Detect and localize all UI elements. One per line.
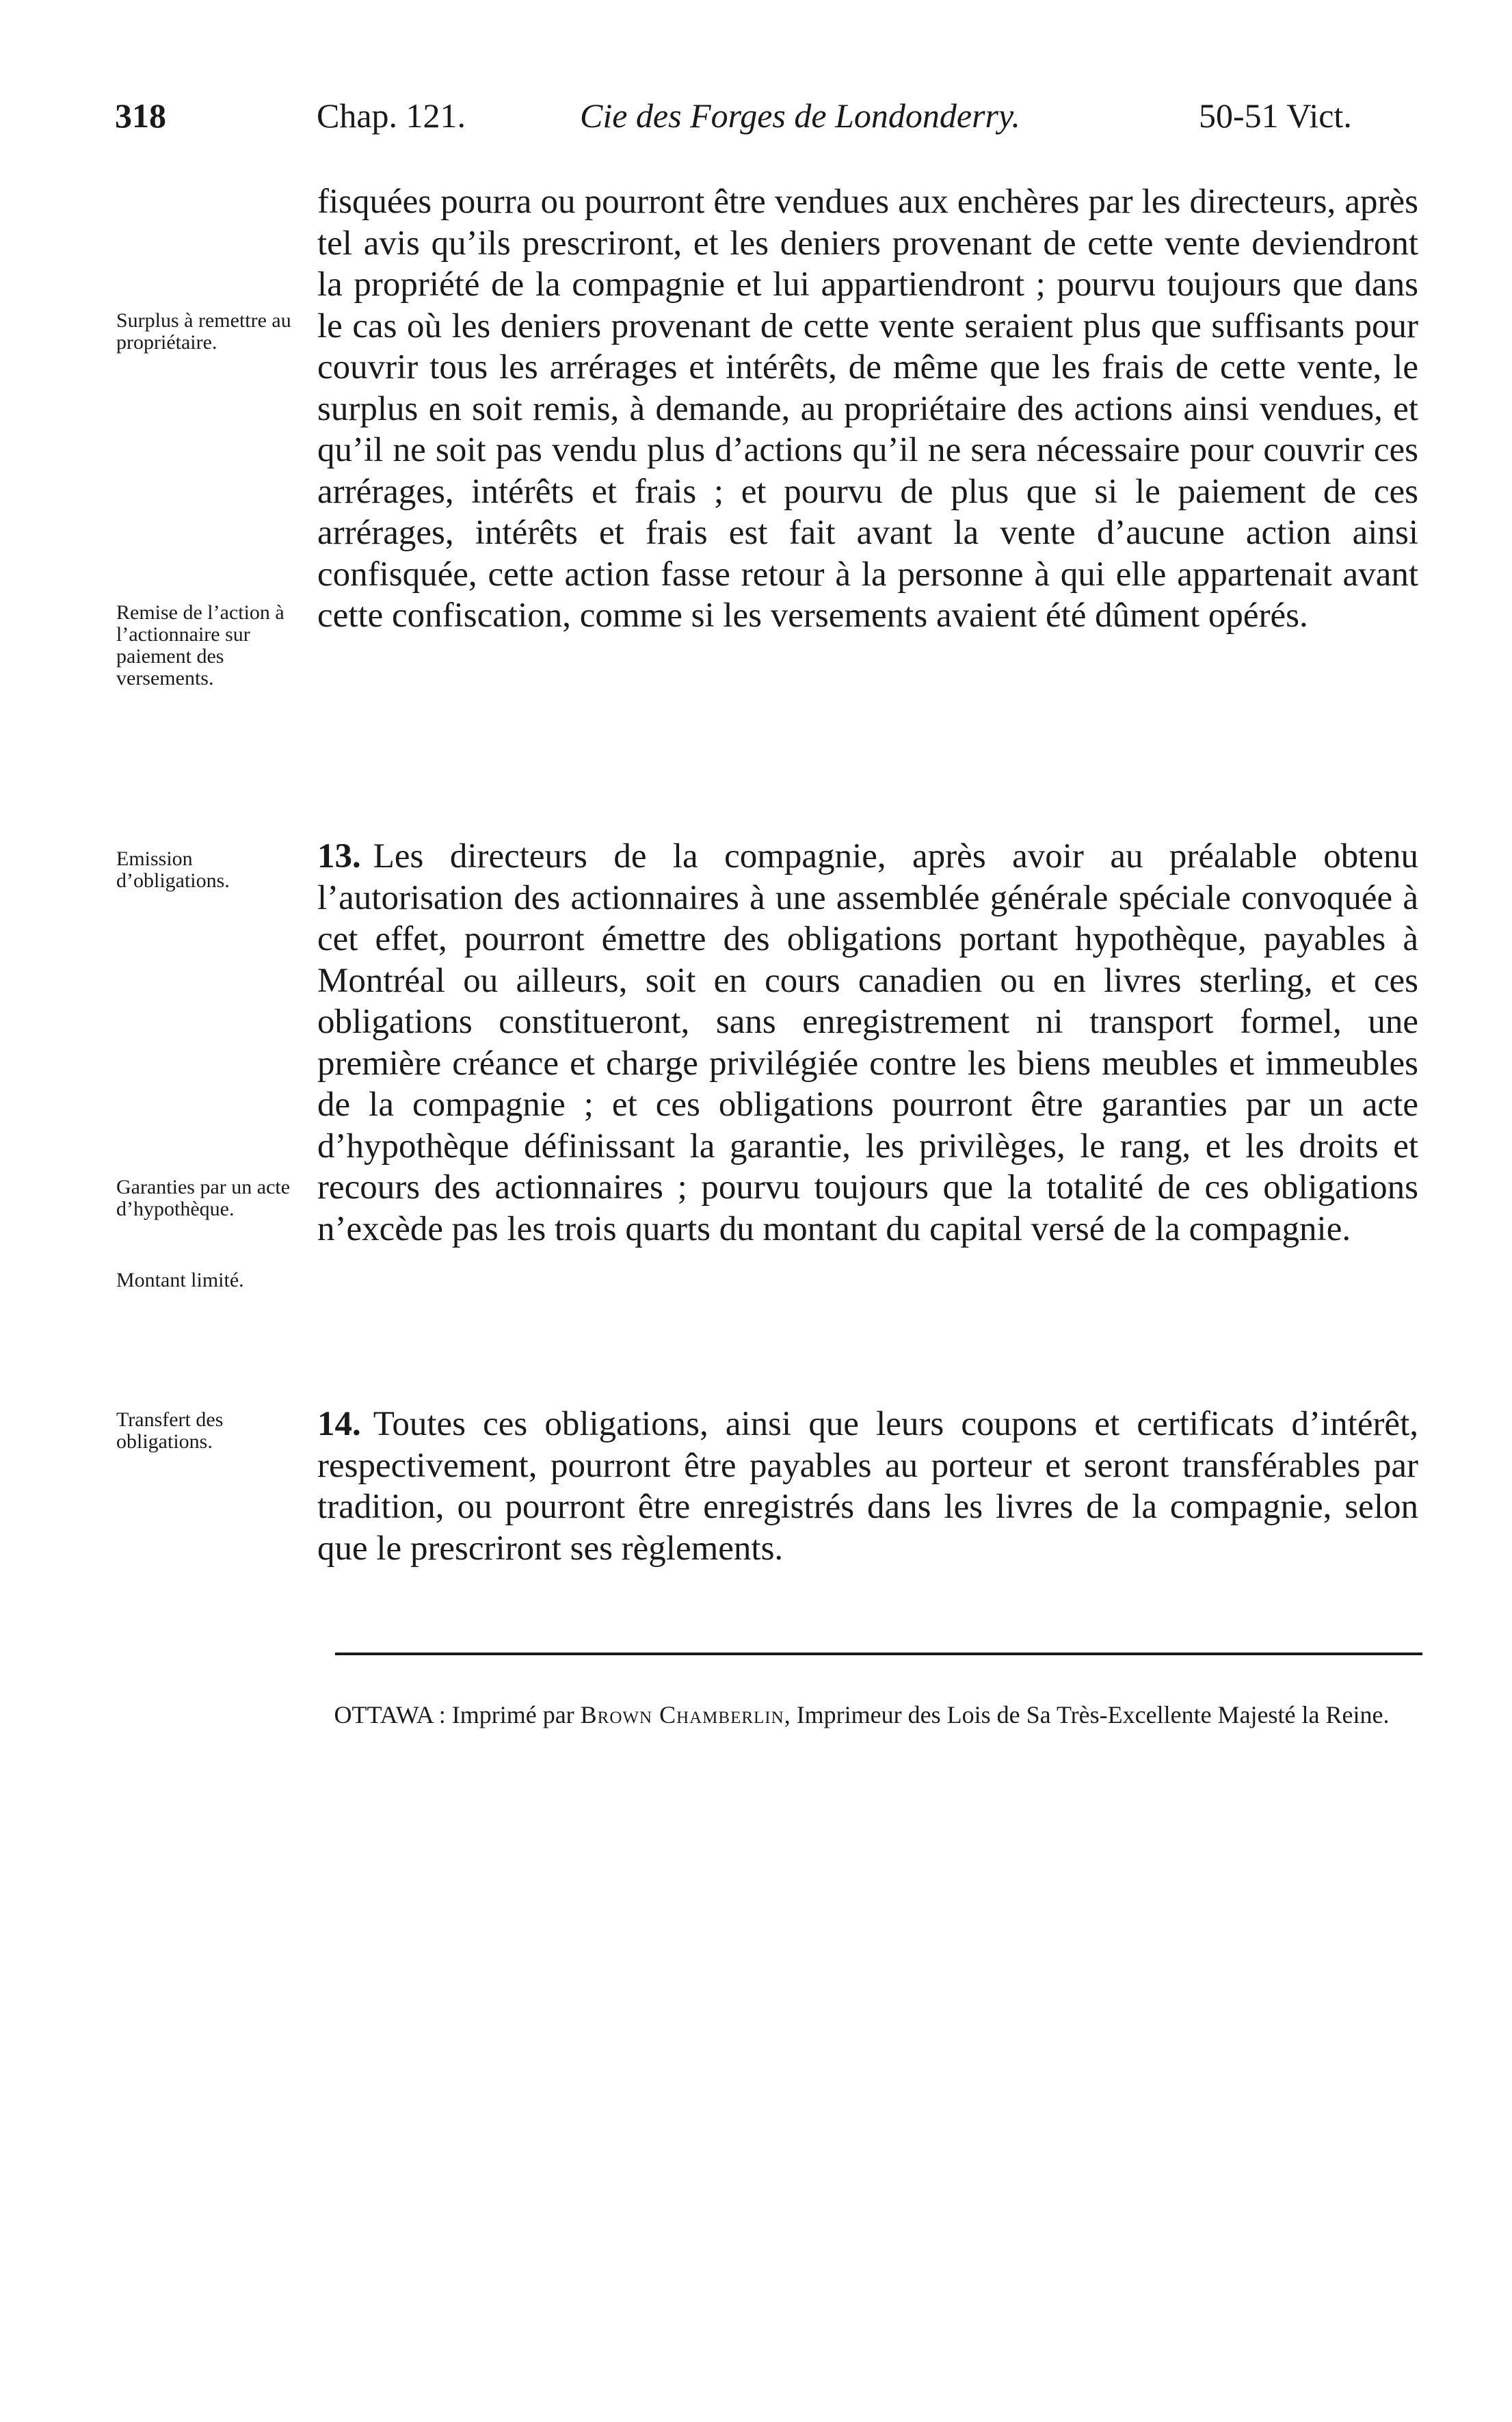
margin-note: Emission d’obligations. xyxy=(116,847,230,892)
section-number: 13. xyxy=(317,837,361,876)
chapter-label: Chap. 121. xyxy=(317,96,466,135)
paragraph-text: Les directeurs de la compagnie, après avoir au préalable obtenu l’autorisation des actionnaires à une assemblée générale spéciale convoquée à cet effet, pourront émettre des obligations portant hypothèque, payables à Montréal ou ailleurs, soit en cours canadien ou en livres sterling, et ces obligations constitueront, sans enregistrement ni transport formel, une première créance et charge privilégiée contre les biens meubles et immeubles de la compagnie ; et ces obligations pourront être garanties par un acte d’hypothèque définissant la garantie, les privilèges, le rang, et les droits et recours des actionnaires ; pourvu toujours que la totalité de ces obligations n’excède pas les trois quarts du montant du capital versé de la compagnie. xyxy=(317,837,1418,1248)
paragraph-text: fisquées pourra ou pourront être vendues aux enchères par les directeurs, après tel avis qu’ils prescriront, et les deniers provenant de cette vente deviendront la propriété de la compagnie et lui appartiendront ; pourvu toujours que dans le cas où les deniers provenant de cette vente seraient plus que suffisants pour couvrir tous les arrérages et intérêts, de même que les frais de cette vente, le surplus en soit remis, à demande, au propriétaire des actions ainsi vendues, et qu’il ne soit pas vendu plus d’actions qu’il ne sera nécessaire pour couvrir ces arrérages, intérêts et frais ; et pourvu de plus que si le paiement de ces arrérages, intérêts et frais est fait avant la vente d’aucune action ainsi confisquée, cette action fasse retour à la personne à qui elle appartenait avant cette confiscation, comme si les versements avaient été dûment opérés. xyxy=(317,183,1418,635)
session-label: 50-51 Vict. xyxy=(1199,96,1352,135)
margin-note: Garanties par un acte d’hypothèque. xyxy=(116,1176,291,1220)
margin-note: Transfert des obligations. xyxy=(116,1408,224,1453)
act-title: Cie des Forges de Londonderry. xyxy=(580,96,1020,135)
printer-imprint xyxy=(301,1700,1422,1730)
margin-note: Surplus à remettre au propriétaire. xyxy=(116,309,291,354)
printer-name: Brown Chamberlin xyxy=(580,1701,784,1728)
imprint-suffix: , Imprimeur des Lois de Sa Très-Excellente Majesté la Reine. xyxy=(784,1701,1390,1728)
paragraph-continued xyxy=(317,181,1418,637)
section-number: 14. xyxy=(317,1405,361,1443)
imprint-prefix: OTTAWA : Imprimé par xyxy=(334,1701,574,1728)
running-header xyxy=(0,96,1512,150)
section-13 xyxy=(317,836,1418,1250)
paragraph-text: Toutes ces obligations, ainsi que leurs coupons et certificats d’intérêt, respectivement, pourront être payables au porteur et seront transférables par tradition, ou pourront être enregistrés dans les livres de la compagnie, selon que le prescriront ses règlements. xyxy=(317,1405,1418,1568)
footer-rule xyxy=(335,1653,1422,1655)
page-number: 318 xyxy=(115,96,166,135)
margin-note: Montant limité. xyxy=(116,1269,244,1291)
margin-note: Remise de l’action à l’actionnaire sur paiement des versements. xyxy=(116,601,284,689)
section-14 xyxy=(317,1404,1418,1569)
